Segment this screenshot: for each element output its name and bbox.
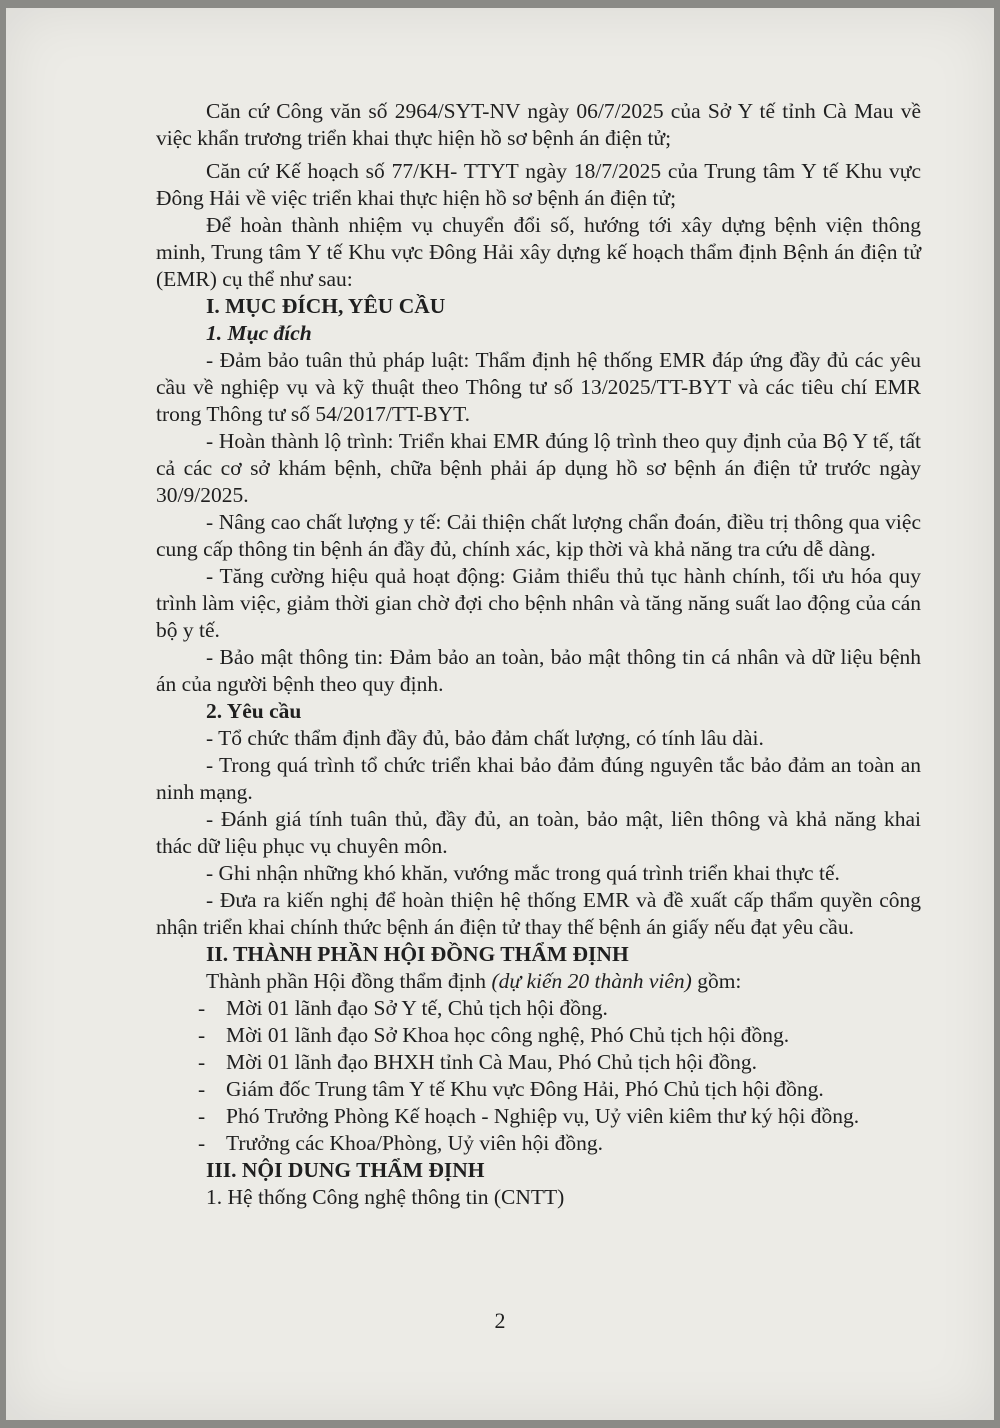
council-member-item: - Phó Trưởng Phòng Kế hoạch - Nghiệp vụ, Uỷ viên kiêm thư ký hội đồng. [198,1104,860,1128]
requirement-item: - Đánh giá tính tuân thủ, đầy đủ, an toàn, bảo mật, liên thông và khả năng khai thác dữ liệu phục vụ chuyên môn. [156,807,921,858]
subsection-requirement-title: 2. Yêu cầu [206,699,302,723]
purpose-item: - Đảm bảo tuân thủ pháp luật: Thẩm định hệ thống EMR đáp ứng đầy đủ các yêu cầu về nghiệp vụ và kỹ thuật theo Thông tư số 13/2025/TT-BYT và các tiêu chí EMR trong Thông tư số 54/2017/TT-BYT. [156,348,921,426]
council-member-item: - Mời 01 lãnh đạo Sở Y tế, Chủ tịch hội đồng. [198,996,608,1020]
page-number: 2 [494,1308,506,1333]
purpose-item: - Hoàn thành lộ trình: Triển khai EMR đúng lộ trình theo quy định của Bộ Y tế, tất cả các cơ sở khám bệnh, chữa bệnh phải áp dụng hồ sơ bệnh án điện tử trước ngày 30/9/2025. [156,429,921,507]
requirement-item: - Ghi nhận những khó khăn, vướng mắc trong quá trình triển khai thực tế. [206,861,840,885]
document-page [6,8,994,1420]
purpose-item: - Nâng cao chất lượng y tế: Cải thiện chất lượng chẩn đoán, điều trị thông qua việc cung cấp thông tin bệnh án đầy đủ, chính xác, kịp thời và khả năng tra cứu dễ dàng. [156,510,921,561]
council-member-item: - Giám đốc Trung tâm Y tế Khu vực Đông Hải, Phó Chủ tịch hội đồng. [198,1077,824,1101]
section-2-title: II. THÀNH PHẦN HỘI ĐỒNG THẨM ĐỊNH [206,942,629,966]
purpose-item: - Tăng cường hiệu quả hoạt động: Giảm thiểu thủ tục hành chính, tối ưu hóa quy trình làm việc, giảm thời gian chờ đợi cho bệnh nhân và tăng năng suất lao động của cán bộ y tế. [156,564,921,642]
section-1-title: I. MỤC ĐÍCH, YÊU CẦU [206,294,446,318]
council-member-item: - Trưởng các Khoa/Phòng, Uỷ viên hội đồng. [198,1131,603,1155]
requirement-item: - Tổ chức thẩm định đầy đủ, bảo đảm chất lượng, có tính lâu dài. [206,726,764,750]
purpose-item: - Bảo mật thông tin: Đảm bảo an toàn, bảo mật thông tin cá nhân và dữ liệu bệnh án của người bệnh theo quy định. [156,645,921,696]
council-intro-suffix: gồm: [691,969,742,993]
paragraph-legal-basis-2: Căn cứ Kế hoạch số 77/KH- TTYT ngày 18/7/2025 của Trung tâm Y tế Khu vực Đông Hải về việc triển khai thực hiện hồ sơ bệnh án điện tử; [156,159,921,210]
section-3-title: III. NỘI DUNG THẨM ĐỊNH [206,1158,485,1182]
council-member-item: - Mời 01 lãnh đạo BHXH tỉnh Cà Mau, Phó Chủ tịch hội đồng. [198,1050,757,1074]
council-intro [156,968,921,995]
council-member-text: Mời 01 lãnh đạo Sở Khoa học công nghệ, Phó Chủ tịch hội đồng. [226,1023,790,1047]
council-member-text: Giám đốc Trung tâm Y tế Khu vực Đông Hải, Phó Chủ tịch hội đồng. [226,1077,824,1101]
subsection-purpose-title: 1. Mục đích [206,321,312,345]
paragraph-legal-basis-1: Căn cứ Công văn số 2964/SYT-NV ngày 06/7/2025 của Sở Y tế tỉnh Cà Mau về việc khẩn trương triển khai thực hiện hồ sơ bệnh án điện tử; [156,99,921,150]
council-intro-note: (dự kiến 20 thành viên) [491,969,692,993]
requirement-item: - Đưa ra kiến nghị để hoàn thiện hệ thống EMR và đề xuất cấp thẩm quyền công nhận triển khai chính thức bệnh án điện tử thay thế bệnh án giấy nếu đạt yêu cầu. [156,888,921,939]
paragraph-intro: Để hoàn thành nhiệm vụ chuyển đổi số, hướng tới xây dựng bệnh viện thông minh, Trung tâm Y tế Khu vực Đông Hải xây dựng kế hoạch thẩm định Bệnh án điện tử (EMR) cụ thể như sau: [156,213,921,291]
council-member-text: Trưởng các Khoa/Phòng, Uỷ viên hội đồng. [226,1131,603,1155]
council-member-text: Mời 01 lãnh đạo Sở Y tế, Chủ tịch hội đồng. [226,996,608,1020]
section-3-item-1: 1. Hệ thống Công nghệ thông tin (CNTT) [206,1185,565,1209]
council-member-text: Mời 01 lãnh đạo BHXH tỉnh Cà Mau, Phó Chủ tịch hội đồng. [226,1050,757,1074]
council-member-text: Phó Trưởng Phòng Kế hoạch - Nghiệp vụ, Uỷ viên kiêm thư ký hội đồng. [226,1104,860,1128]
requirement-item: - Trong quá trình tổ chức triển khai bảo đảm đúng nguyên tắc bảo đảm an toàn an ninh mạng. [156,753,921,804]
council-member-item: - Mời 01 lãnh đạo Sở Khoa học công nghệ, Phó Chủ tịch hội đồng. [198,1023,790,1047]
document-body [156,98,921,1211]
council-intro-text: Thành phần Hội đồng thẩm định [206,969,492,993]
